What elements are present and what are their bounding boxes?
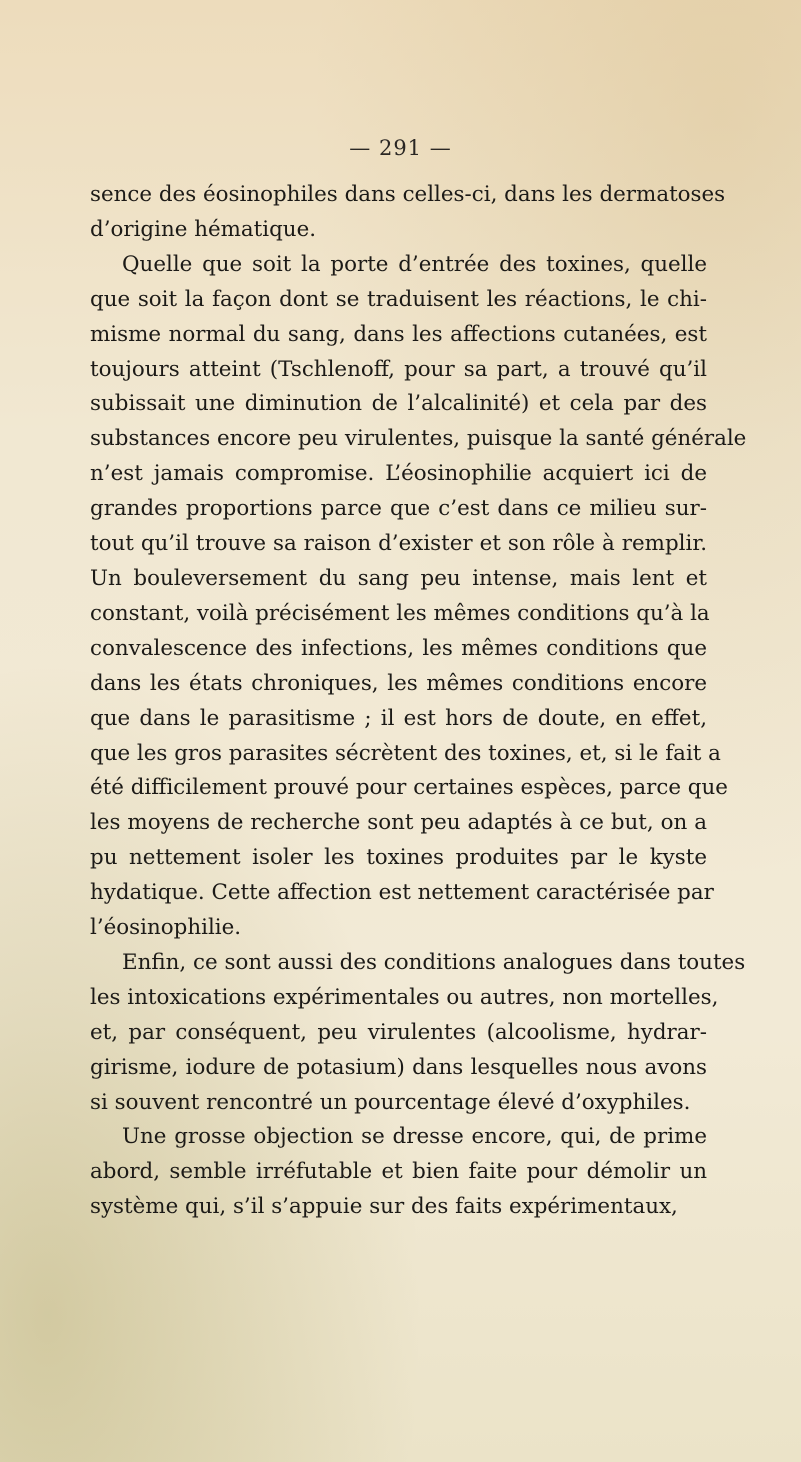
text-line: que les gros parasites sécrètent des toxines, et, si le fait a xyxy=(90,740,721,766)
text-line: Une grosse objection se dresse encore, qui, de prime xyxy=(122,1124,707,1150)
text-line: Un bouleversement du sang peu intense, mais lent et xyxy=(90,565,707,591)
text-line: sence des éosinophiles dans celles-ci, dans les dermatoses xyxy=(90,182,726,207)
text-line: subissait une diminution de l’alcalinité) et cela par des xyxy=(90,391,707,417)
text-line: Enfin, ce sont aussi des conditions analogues dans toutes xyxy=(122,949,746,975)
text-line: tout qu’il trouve sa raison d’exister et son rôle à remplir. xyxy=(90,531,707,557)
text-line: les intoxications expérimentales ou autres, non mortelles, xyxy=(90,984,719,1010)
text-line: substances encore peu virulentes, puisque la santé générale xyxy=(90,426,747,452)
text-line: que soit la façon dont se traduisent les réactions, le chi- xyxy=(90,286,707,312)
text-line: toujours atteint (Tschlenoff, pour sa part, a trouvé qu’il xyxy=(90,356,707,382)
text-line: d’origine hématique. xyxy=(90,216,317,242)
paragraph xyxy=(90,946,746,1121)
text-line: dans les états chroniques, les mêmes conditions encore xyxy=(90,670,707,696)
page-number: — 291 — xyxy=(349,136,452,160)
text-line: Quelle que soit la porte d’entrée des toxines, quelle xyxy=(122,251,707,277)
text-line: pu nettement isoler les toxines produites par le kyste xyxy=(90,845,707,871)
text-line: et, par conséquent, peu virulentes (alcoolisme, hydrar- xyxy=(90,1019,707,1045)
paragraph xyxy=(90,248,747,946)
text-line: misme normal du sang, dans les affections cutanées, est xyxy=(90,321,707,347)
text-line: grandes proportions parce que c’est dans ce milieu sur- xyxy=(90,496,707,522)
text-line: convalescence des infections, les mêmes conditions que xyxy=(90,635,707,661)
text-line: les moyens de recherche sont peu adaptés à ce but, on a xyxy=(90,810,707,836)
text-line: l’éosinophilie. xyxy=(90,915,242,941)
text-line: abord, semble irréfutable et bien faite pour démolir un xyxy=(90,1159,707,1185)
text-line: système qui, s’il s’appuie sur des faits expérimentaux, xyxy=(90,1194,678,1220)
paragraph xyxy=(90,178,726,248)
text-line: n’est jamais compromise. L’éosinophilie acquiert ici de xyxy=(90,461,707,487)
text-line: été difficilement prouvé pour certaines espèces, parce que xyxy=(90,775,728,801)
paragraph xyxy=(90,1120,707,1225)
text-line: si souvent rencontré un pourcentage élevé d’oxyphiles. xyxy=(90,1089,691,1115)
text-line: girisme, iodure de potasium) dans lesquelles nous avons xyxy=(90,1054,707,1080)
text-line: constant, voilà précisément les mêmes conditions qu’à la xyxy=(90,600,710,626)
text-line: que dans le parasitisme ; il est hors de doute, en effet, xyxy=(90,705,707,731)
text-line: hydatique. Cette affection est nettement caractérisée par xyxy=(90,880,714,906)
body-text xyxy=(90,178,747,1225)
